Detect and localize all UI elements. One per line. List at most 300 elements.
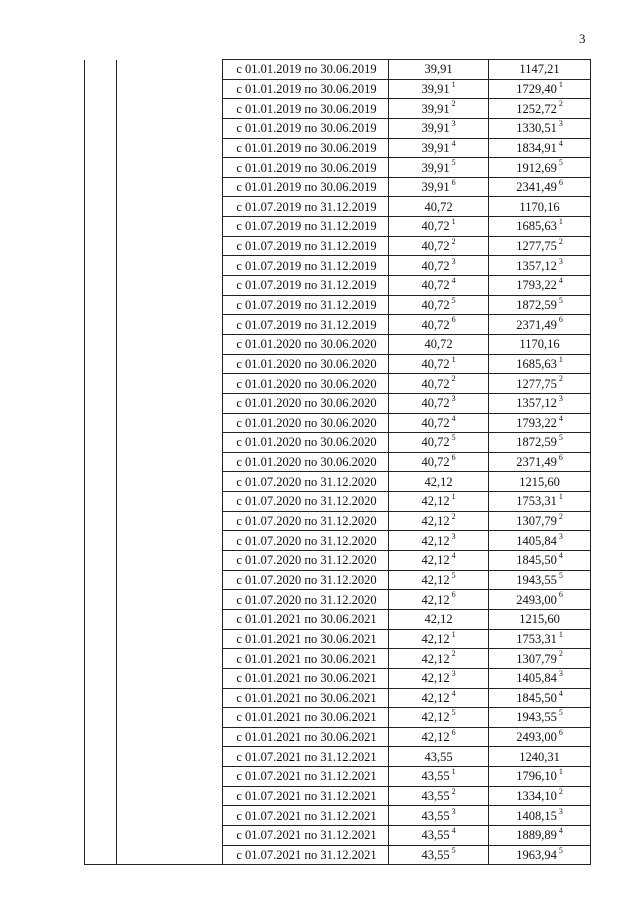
value1-text: 42,12 [421, 514, 450, 529]
value2-cell [489, 138, 591, 158]
value1-footnote: 1 [451, 492, 456, 502]
value2-cell [489, 374, 591, 394]
period-cell: с 01.07.2021 по 31.12.2021 [223, 786, 389, 806]
value1-text: 40,72 [424, 199, 453, 214]
value2-footnote: 4 [558, 413, 563, 423]
value1-text: 40,72 [424, 337, 453, 352]
value1-cell [389, 806, 489, 826]
value2-text: 1330,51 [516, 121, 557, 136]
value1-text: 40,72 [421, 298, 450, 312]
value1-cell [389, 295, 489, 315]
period-cell: с 01.07.2019 по 31.12.2019 [223, 256, 389, 276]
value2-footnote: 5 [558, 433, 563, 443]
value2-cell [489, 99, 591, 119]
period-cell: с 01.07.2020 по 31.12.2020 [223, 570, 389, 590]
value1-cell [389, 99, 489, 119]
period-cell: с 01.07.2020 по 31.12.2020 [223, 590, 389, 610]
empty-cell-name [117, 609, 223, 629]
table-row [85, 708, 591, 728]
value1-text: 42,12 [421, 592, 450, 607]
value2-cell [489, 236, 591, 256]
value2-text: 1277,75 [516, 376, 557, 391]
value2-footnote: 2 [558, 236, 563, 246]
table-row [85, 236, 591, 256]
value2-cell [489, 747, 591, 767]
empty-cell-name [117, 511, 223, 531]
empty-cell-number [85, 197, 117, 217]
value1-cell [389, 747, 489, 767]
value2-text: 1405,84 [516, 533, 557, 548]
value1-text: 39,91 [421, 140, 450, 155]
period-cell: с 01.01.2021 по 30.06.2021 [223, 609, 389, 629]
value1-cell [389, 354, 489, 374]
period-cell: с 01.01.2021 по 30.06.2021 [223, 727, 389, 747]
period-cell: с 01.01.2020 по 30.06.2020 [223, 433, 389, 453]
empty-cell-name [117, 177, 223, 197]
table-row [85, 786, 591, 806]
period-cell: с 01.01.2019 по 30.06.2019 [223, 79, 389, 99]
empty-cell-number [85, 492, 117, 512]
value1-footnote: 4 [451, 138, 456, 148]
value1-cell [389, 825, 489, 845]
table-row [85, 334, 591, 354]
period-cell: с 01.01.2021 по 30.06.2021 [223, 688, 389, 708]
empty-cell-number [85, 334, 117, 354]
empty-cell-name [117, 531, 223, 551]
value1-text: 39,91 [421, 121, 450, 136]
value1-cell [389, 767, 489, 787]
value2-text: 1685,63 [516, 356, 557, 371]
value2-footnote: 3 [558, 256, 563, 266]
value1-text: 43,55 [424, 749, 453, 764]
value2-text: 2493,00 [516, 730, 557, 745]
value2-cell [489, 158, 591, 178]
empty-cell-name [117, 118, 223, 138]
empty-cell-number [85, 609, 117, 629]
value2-text: 1147,21 [519, 62, 560, 77]
table-row [85, 158, 591, 178]
table-row [85, 767, 591, 787]
empty-cell-number [85, 472, 117, 492]
value1-footnote: 4 [451, 276, 456, 286]
value1-text: 40,72 [421, 317, 450, 332]
value1-cell [389, 276, 489, 296]
value1-cell [389, 79, 489, 99]
page-number: 3 [579, 31, 586, 46]
empty-cell-number [85, 413, 117, 433]
value2-footnote: 4 [558, 276, 563, 286]
value2-cell [489, 786, 591, 806]
value2-cell [489, 118, 591, 138]
value2-cell [489, 609, 591, 629]
empty-cell-number [85, 315, 117, 335]
empty-cell-number [85, 118, 117, 138]
value1-text: 42,12 [421, 572, 450, 587]
value2-cell [489, 668, 591, 688]
value2-cell [489, 629, 591, 649]
table-row [85, 825, 591, 845]
value1-footnote: 5 [451, 845, 456, 855]
value1-text: 42,12 [424, 474, 453, 489]
table-row [85, 590, 591, 610]
value1-cell [389, 158, 489, 178]
table-row [85, 452, 591, 472]
value2-cell [489, 393, 591, 413]
empty-cell-name [117, 570, 223, 590]
value2-text: 1357,12 [516, 258, 557, 273]
value1-cell [389, 551, 489, 571]
empty-cell-number [85, 786, 117, 806]
empty-cell-number [85, 551, 117, 571]
value1-text: 40,72 [421, 356, 450, 371]
empty-cell-name [117, 236, 223, 256]
empty-cell-name [117, 472, 223, 492]
table-row [85, 570, 591, 590]
table-row [85, 79, 591, 99]
period-cell: с 01.07.2021 по 31.12.2021 [223, 767, 389, 787]
table-row [85, 354, 591, 374]
value2-text: 2341,49 [516, 180, 557, 195]
empty-cell-name [117, 315, 223, 335]
value1-footnote: 1 [451, 217, 456, 227]
value1-cell [389, 786, 489, 806]
empty-cell-name [117, 217, 223, 237]
value1-footnote: 1 [451, 354, 456, 364]
value2-cell [489, 649, 591, 669]
value1-text: 39,91 [421, 180, 450, 195]
value1-text: 42,12 [424, 612, 453, 627]
value2-footnote: 4 [558, 826, 563, 836]
empty-cell-name [117, 393, 223, 413]
value2-cell [489, 79, 591, 99]
empty-cell-name [117, 374, 223, 394]
value1-cell [389, 433, 489, 453]
value2-footnote: 6 [558, 178, 563, 187]
empty-cell-number [85, 217, 117, 237]
value2-cell [489, 334, 591, 354]
empty-cell-number [85, 531, 117, 551]
value1-footnote: 5 [451, 158, 456, 168]
value2-cell [489, 688, 591, 708]
empty-cell-number [85, 393, 117, 413]
value2-text: 1215,60 [519, 612, 560, 627]
period-cell: с 01.07.2020 по 31.12.2020 [223, 511, 389, 531]
period-cell: с 01.01.2019 по 30.06.2019 [223, 60, 389, 80]
value2-cell [489, 197, 591, 217]
value1-cell [389, 708, 489, 728]
value2-footnote: 1 [558, 217, 563, 227]
empty-cell-name [117, 590, 223, 610]
value2-cell [489, 452, 591, 472]
empty-cell-number [85, 276, 117, 296]
value2-text: 1845,50 [516, 553, 557, 568]
empty-cell-name [117, 79, 223, 99]
value1-footnote: 2 [451, 786, 456, 796]
period-cell: с 01.01.2020 по 30.06.2020 [223, 374, 389, 394]
value2-footnote: 5 [558, 295, 563, 305]
value1-footnote: 1 [451, 767, 456, 777]
period-cell: с 01.07.2020 по 31.12.2020 [223, 551, 389, 571]
table-row [85, 99, 591, 119]
value1-cell [389, 531, 489, 551]
table-row [85, 472, 591, 492]
empty-cell-name [117, 452, 223, 472]
value1-footnote: 3 [451, 531, 456, 541]
value1-text: 42,12 [421, 710, 450, 725]
period-cell: с 01.07.2019 по 31.12.2019 [223, 315, 389, 335]
empty-cell-name [117, 197, 223, 217]
table-row [85, 433, 591, 453]
value2-text: 1963,94 [516, 847, 557, 862]
table-row [85, 138, 591, 158]
value1-text: 40,72 [421, 415, 450, 430]
value2-text: 1170,16 [519, 337, 560, 352]
empty-cell-number [85, 845, 117, 865]
value1-text: 42,12 [421, 690, 450, 705]
period-cell: с 01.07.2021 по 31.12.2021 [223, 806, 389, 826]
value2-cell [489, 825, 591, 845]
value2-footnote: 5 [558, 570, 563, 580]
value1-text: 43,55 [421, 828, 450, 843]
empty-cell-name [117, 334, 223, 354]
value2-cell [489, 413, 591, 433]
value1-cell [389, 688, 489, 708]
value1-cell [389, 217, 489, 237]
value1-cell [389, 138, 489, 158]
value2-footnote: 1 [558, 79, 563, 89]
value2-cell [489, 60, 591, 80]
value1-footnote: 4 [451, 413, 456, 423]
empty-cell-number [85, 668, 117, 688]
value2-footnote: 2 [558, 374, 563, 384]
value2-cell [489, 511, 591, 531]
empty-cell-number [85, 60, 117, 80]
empty-cell-number [85, 688, 117, 708]
period-cell: с 01.07.2021 по 31.12.2021 [223, 747, 389, 767]
value2-text: 1793,22 [516, 278, 557, 293]
table-row [85, 393, 591, 413]
value1-text: 40,72 [421, 219, 450, 234]
value1-cell [389, 609, 489, 629]
value2-text: 1753,31 [516, 494, 557, 509]
value2-text: 1685,63 [516, 219, 557, 234]
table-row [85, 727, 591, 747]
period-cell: с 01.01.2021 по 30.06.2021 [223, 629, 389, 649]
value2-cell [489, 708, 591, 728]
empty-cell-number [85, 570, 117, 590]
value1-footnote: 5 [451, 570, 456, 580]
empty-cell-number [85, 374, 117, 394]
value1-footnote: 6 [451, 727, 456, 737]
value1-footnote: 6 [451, 590, 456, 600]
period-cell: с 01.01.2021 по 30.06.2021 [223, 649, 389, 669]
value1-cell [389, 236, 489, 256]
value1-cell [389, 256, 489, 276]
empty-cell-number [85, 825, 117, 845]
empty-cell-name [117, 295, 223, 315]
empty-cell-number [85, 629, 117, 649]
value2-text: 1943,55 [516, 710, 557, 725]
empty-cell-name [117, 747, 223, 767]
table-row [85, 845, 591, 865]
period-cell: с 01.01.2019 по 30.06.2019 [223, 158, 389, 178]
value2-text: 1277,75 [516, 239, 557, 254]
value1-cell [389, 197, 489, 217]
value2-text: 1307,79 [516, 514, 557, 529]
table-row [85, 688, 591, 708]
value2-text: 2371,49 [516, 317, 557, 332]
table-row [85, 197, 591, 217]
empty-cell-name [117, 629, 223, 649]
period-cell: с 01.07.2019 по 31.12.2019 [223, 295, 389, 315]
value1-text: 42,12 [421, 730, 450, 745]
value2-cell [489, 570, 591, 590]
table-row [85, 177, 591, 197]
empty-cell-number [85, 354, 117, 374]
empty-cell-number [85, 99, 117, 119]
value2-text: 1889,89 [516, 828, 557, 843]
value1-cell [389, 629, 489, 649]
value2-text: 1170,16 [519, 199, 560, 214]
empty-cell-name [117, 688, 223, 708]
value1-text: 43,55 [421, 769, 450, 784]
value1-text: 40,72 [421, 278, 450, 293]
value2-footnote: 3 [558, 119, 563, 129]
value2-text: 1252,72 [516, 101, 557, 116]
value1-footnote: 1 [451, 629, 456, 639]
period-cell: с 01.07.2020 по 31.12.2020 [223, 531, 389, 551]
value1-cell [389, 511, 489, 531]
value1-footnote: 6 [451, 315, 456, 325]
empty-cell-name [117, 767, 223, 787]
period-cell: с 01.07.2020 по 31.12.2020 [223, 472, 389, 492]
value1-text: 39,91 [421, 101, 450, 116]
value2-text: 1872,59 [516, 435, 557, 450]
empty-cell-number [85, 590, 117, 610]
empty-cell-number [85, 708, 117, 728]
empty-cell-number [85, 433, 117, 453]
value2-footnote: 6 [558, 590, 563, 600]
period-cell: с 01.07.2019 по 31.12.2019 [223, 197, 389, 217]
value1-text: 43,55 [421, 847, 450, 862]
value2-text: 1943,55 [516, 572, 557, 587]
value1-footnote: 3 [451, 256, 456, 266]
value1-footnote: 2 [451, 236, 456, 246]
value1-footnote: 2 [451, 511, 456, 521]
empty-cell-name [117, 551, 223, 571]
value2-cell [489, 492, 591, 512]
value1-text: 39,91 [421, 81, 450, 96]
value1-text: 40,72 [421, 376, 450, 391]
value2-text: 2493,00 [516, 592, 557, 607]
value1-text: 42,12 [421, 494, 450, 509]
value1-text: 42,12 [421, 533, 450, 548]
value2-cell [489, 727, 591, 747]
value2-footnote: 5 [558, 708, 563, 718]
empty-cell-number [85, 256, 117, 276]
value1-footnote: 4 [451, 551, 456, 561]
value1-cell [389, 570, 489, 590]
empty-cell-number [85, 177, 117, 197]
empty-cell-number [85, 452, 117, 472]
empty-cell-name [117, 845, 223, 865]
value1-footnote: 2 [451, 374, 456, 384]
value1-text: 43,55 [421, 808, 450, 823]
value1-text: 42,12 [421, 553, 450, 568]
empty-cell-number [85, 727, 117, 747]
period-cell: с 01.01.2020 по 30.06.2020 [223, 452, 389, 472]
period-cell: с 01.01.2019 по 30.06.2019 [223, 177, 389, 197]
value2-footnote: 1 [558, 629, 563, 639]
table-row [85, 60, 591, 80]
empty-cell-name [117, 727, 223, 747]
table-row [85, 629, 591, 649]
value2-text: 1357,12 [516, 396, 557, 411]
value1-text: 40,72 [421, 455, 450, 470]
empty-cell-name [117, 668, 223, 688]
value2-footnote: 1 [558, 354, 563, 364]
period-cell: с 01.07.2021 по 31.12.2021 [223, 845, 389, 865]
table-row [85, 217, 591, 237]
empty-cell-number [85, 806, 117, 826]
value1-footnote: 3 [451, 669, 456, 679]
value2-footnote: 2 [558, 786, 563, 796]
value2-text: 1240,31 [519, 749, 560, 764]
value1-text: 40,72 [421, 435, 450, 450]
value2-footnote: 3 [558, 394, 563, 404]
value1-footnote: 3 [451, 806, 456, 816]
table-row [85, 374, 591, 394]
value1-cell [389, 668, 489, 688]
value2-cell [489, 256, 591, 276]
value2-cell [489, 531, 591, 551]
empty-cell-name [117, 825, 223, 845]
empty-cell-name [117, 649, 223, 669]
value2-cell [489, 767, 591, 787]
table-row [85, 492, 591, 512]
value2-footnote: 3 [558, 806, 563, 816]
period-cell: с 01.01.2020 по 30.06.2020 [223, 334, 389, 354]
value2-cell [489, 276, 591, 296]
value1-cell [389, 60, 489, 80]
value1-footnote: 5 [451, 708, 456, 718]
value2-text: 1334,10 [516, 789, 557, 804]
value1-text: 42,12 [421, 651, 450, 666]
table-row [85, 256, 591, 276]
value2-footnote: 3 [558, 531, 563, 541]
table-row [85, 413, 591, 433]
empty-cell-number [85, 236, 117, 256]
period-cell: с 01.01.2020 по 30.06.2020 [223, 393, 389, 413]
period-cell: с 01.07.2020 по 31.12.2020 [223, 492, 389, 512]
table-row [85, 649, 591, 669]
value2-footnote: 6 [558, 315, 563, 325]
empty-cell-number [85, 767, 117, 787]
value2-footnote: 6 [558, 452, 563, 462]
table-row [85, 276, 591, 296]
empty-cell-name [117, 786, 223, 806]
value1-footnote: 4 [451, 826, 456, 836]
value1-text: 42,12 [421, 631, 450, 646]
empty-cell-number [85, 158, 117, 178]
value2-footnote: 4 [558, 551, 563, 561]
period-cell: с 01.01.2021 по 30.06.2021 [223, 668, 389, 688]
value1-cell [389, 334, 489, 354]
value2-footnote: 2 [558, 511, 563, 521]
value1-footnote: 3 [451, 394, 456, 404]
value1-cell [389, 315, 489, 335]
period-cell: с 01.07.2019 по 31.12.2019 [223, 276, 389, 296]
